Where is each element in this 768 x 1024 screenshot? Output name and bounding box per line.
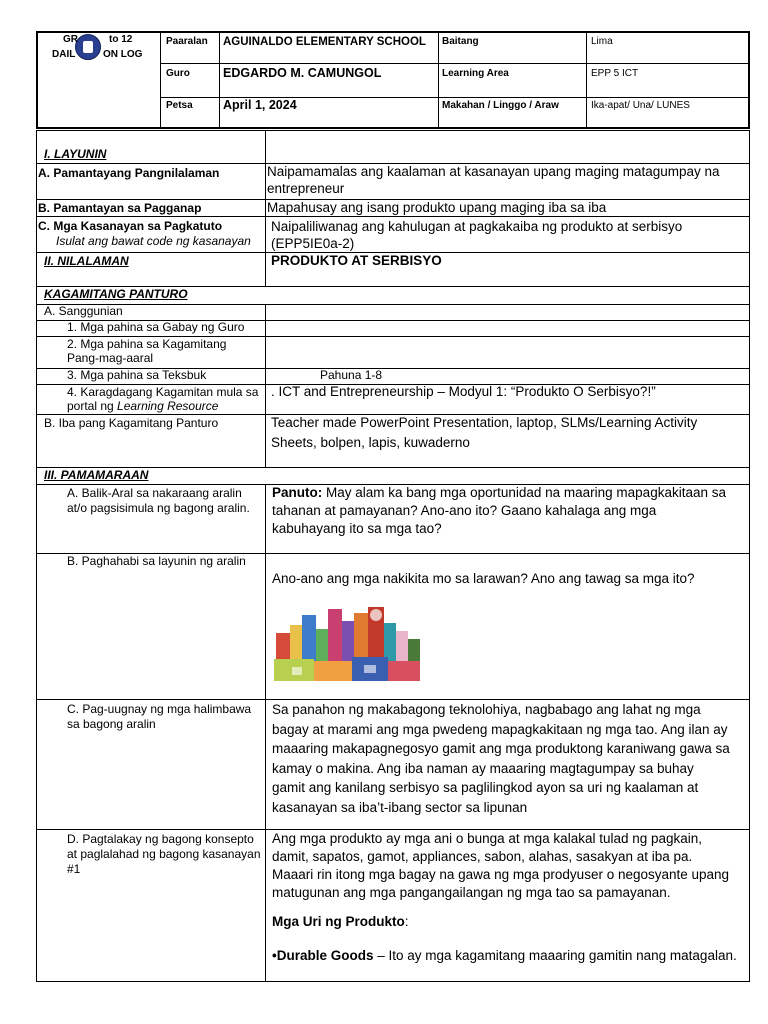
layunin-a-text: Naipamamalas ang kaalaman at kasanayan upang maging matagumpay na entrepreneur <box>267 164 720 196</box>
panuto-text: May alam ka bang mga oportunidad na maaring mapagkakitaan sa tahanan at pamayanan? Ano-ano ito? Gaano kahalaga ang mga kabuhayang ito sa mga tao? <box>272 485 726 536</box>
kagamitan-item4-value: . ICT and Entrepreneurship – Modyul 1: “Produkto O Serbisyo?!” <box>271 384 656 399</box>
kagamitan-item4-label: 4. Karagdagang Kagamitan mula sa portal ng <box>67 385 259 413</box>
pamamaraan-b-label: B. Paghahabi sa layunin ng aralin <box>67 554 246 568</box>
pamamaraan-d-label: D. Pagtalakay ng bagong konsepto at paglalahad ng bagong kasanayan #1 <box>67 832 261 876</box>
kagamitan-b-value: Teacher made PowerPoint Presentation, laptop, SLMs/Learning Activity Sheets, bolpen, lapis, kuwaderno <box>271 415 698 450</box>
pamamaraan-b-text: Ano-ano ang mga nakikita mo sa larawan? Ano ang tawag sa mga ito? <box>272 571 695 586</box>
pamamaraan-c-text: Sa panahon ng makabagong teknolohiya, nagbabago ang lahat ng mga bagay at marami ang mga pwedeng mapagkakitaan ng mga tao. Ang ilan ay maaaring makapagnegosyo gamit ang mga produktong karaniwang gawa sa kamay o makina. Ang iba naman ay maaaring magtagumpay sa buhay gamit ang kanilang serbisyo sa paglilingkod ayon sa uri ng kaalaman at kasanayan sa iba’t-ibang sector sa lipunan <box>272 702 730 815</box>
durable-goods-text: – Ito ay mga kagamitang maaaring gamitin nang matagalan. <box>373 948 737 963</box>
title-on-log: ON LOG <box>103 49 143 60</box>
layunin-b-label: B. Pamantayan sa Pagganap <box>38 201 202 215</box>
value-date: April 1, 2024 <box>223 98 297 112</box>
value-area: EPP 5 ICT <box>591 68 639 79</box>
label-date: Petsa <box>166 100 193 111</box>
kagamitan-b: B. Iba pang Kagamitang Panturo <box>44 416 219 430</box>
label-week: Makahan / Linggo / Araw <box>442 100 559 111</box>
pamamaraan-c-label: C. Pag-uugnay ng mga halimbawa sa bagong aralin <box>67 702 252 731</box>
section-kagamitan-heading: KAGAMITANG PANTURO <box>44 287 188 301</box>
produkto-types-heading <box>272 913 409 931</box>
layunin-a-label: A. Pamantayang Pangnilalaman <box>38 166 220 180</box>
title-gr: GR <box>63 34 78 45</box>
products-image <box>272 603 422 685</box>
panuto-label: Panuto: <box>272 485 323 500</box>
section-layunin-heading: I. LAYUNIN <box>44 147 107 161</box>
layunin-b-text: Mapahusay ang isang produkto upang maging iba sa iba <box>267 200 607 215</box>
deped-seal-icon <box>75 34 101 60</box>
nilalaman-text: PRODUKTO AT SERBISYO <box>271 253 442 268</box>
value-week: Ika-apat/ Una/ LUNES <box>591 100 690 111</box>
kagamitan-item4 <box>67 385 267 413</box>
value-teacher: EDGARDO M. CAMUNGOL <box>223 66 382 80</box>
section-nilalaman-heading: II. NILALAMAN <box>44 254 129 268</box>
value-grade: Lima <box>591 36 613 47</box>
kagamitan-item1: 1. Mga pahina sa Gabay ng Guro <box>67 320 245 334</box>
durable-goods-item <box>272 947 737 965</box>
pamamaraan-d-text: Ang mga produkto ay mga ani o bunga at mga kalakal tulad ng pagkain, damit, sapatos, gamot, appliances, sabon, alahas, sasakyan at iba pa. Maaari rin itong mga bagay na gawa ng mga prodyuser o negosyante upang matugunan ang mga pangangailangan ng mga tao sa pamayanan. <box>272 831 730 900</box>
pamamaraan-a-label: A. Balik-Aral sa nakaraang aralin at/o pagsisimula ng bagong aralin. <box>67 486 250 515</box>
kagamitan-item2: 2. Mga pahina sa Kagamitang Pang-mag-aaral <box>67 337 227 365</box>
label-grade: Baitang <box>442 36 479 47</box>
produkto-types-colon: : <box>404 914 409 929</box>
kagamitan-item3-value: Pahuna 1-8 <box>320 368 383 382</box>
section-pamamaraan-heading: III. PAMAMARAAN <box>44 468 149 482</box>
kagamitan-a: A. Sanggunian <box>44 304 123 318</box>
durable-goods-label: •Durable Goods <box>272 948 374 963</box>
layunin-c-text: Naipaliliwanag ang kahulugan at pagkakaiba ng produkto at serbisyo (EPP5IE0a-2) <box>271 219 683 251</box>
layunin-c-sub: Isulat ang bawat code ng kasanayan <box>56 234 251 248</box>
value-school: AGUINALDO ELEMENTARY SCHOOL <box>223 36 426 48</box>
label-teacher: Guro <box>166 68 190 79</box>
layunin-c-label: C. Mga Kasanayan sa Pagkatuto <box>38 219 223 233</box>
produkto-types-label: Mga Uri ng Produkto <box>272 914 405 929</box>
title-to12: to 12 <box>109 34 133 45</box>
title-dail: DAIL <box>52 49 76 60</box>
label-area: Learning Area <box>442 68 509 79</box>
pamamaraan-a-text <box>272 484 727 538</box>
label-school: Paaralan <box>166 36 208 47</box>
kagamitan-item4-italic: Learning Resource <box>117 399 219 413</box>
kagamitan-item3: 3. Mga pahina sa Teksbuk <box>67 368 207 382</box>
